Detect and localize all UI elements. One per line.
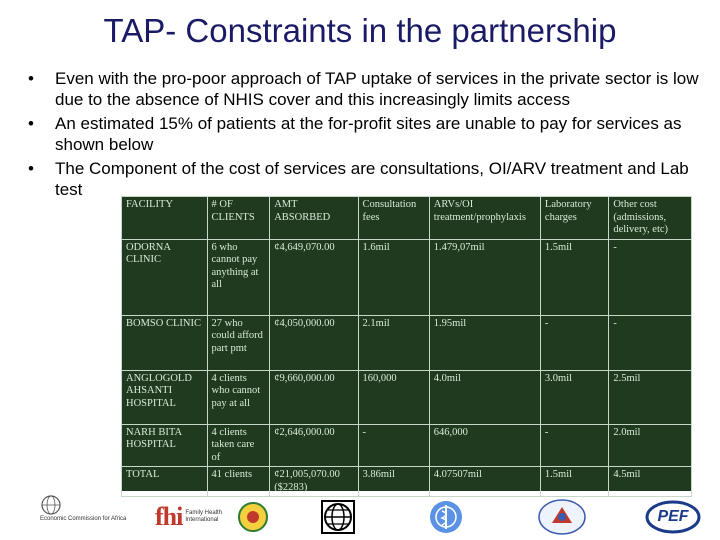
table-cell: 2.5mil xyxy=(609,370,692,424)
pef-wordmark: PEF xyxy=(657,508,689,525)
table-cell: - xyxy=(540,424,608,467)
bullet-marker: • xyxy=(28,114,34,133)
table-cell: 160,000 xyxy=(358,370,429,424)
table-cell: TOTAL xyxy=(122,467,208,497)
bullet-item xyxy=(28,113,708,155)
flower-emblem-icon xyxy=(237,501,269,533)
table-cell: - xyxy=(609,315,692,370)
table-cell: ¢4,050,000.00 xyxy=(270,315,358,370)
bullet-list xyxy=(28,68,708,203)
table-cell: 2.0mil xyxy=(609,424,692,467)
fhi-wordmark: fhi xyxy=(155,502,183,531)
pef-logo xyxy=(645,494,705,540)
uneca-logo xyxy=(40,494,140,540)
table-cell: ODORNA CLINIC xyxy=(122,239,208,315)
table-cell: 1.95mil xyxy=(429,315,540,370)
bullet-marker: • xyxy=(28,159,34,178)
table-header-cell: Other cost (admissions, delivery, etc) xyxy=(609,197,692,240)
table-header-cell: AMT ABSORBED xyxy=(270,197,358,240)
who-logo xyxy=(428,494,468,540)
fhi-caption: Family Health International xyxy=(185,510,223,523)
table-row xyxy=(122,315,692,370)
cost-table xyxy=(121,196,692,497)
slide-title: TAP- Constraints in the partnership xyxy=(103,12,617,49)
bullet-text: The Component of the cost of services are consultations, OI/ARV treatment and Lab test xyxy=(55,159,689,199)
partner-seal-logo xyxy=(537,494,597,540)
table-cell: 4.5mil xyxy=(609,467,692,497)
table-cell: 4.07507mil xyxy=(429,467,540,497)
table-cell: 41 clients xyxy=(207,467,270,497)
table-cell: ¢2,646,000.00 xyxy=(270,424,358,467)
table-cell: - xyxy=(358,424,429,467)
table-cell: 3.0mil xyxy=(540,370,608,424)
table-cell: 3.86mil xyxy=(358,467,429,497)
table-cell: NARH BITA HOSPITAL xyxy=(122,424,208,467)
globe-grid-logo xyxy=(320,494,360,540)
table-cell: 2.1mil xyxy=(358,315,429,370)
table-cell: 4.0mil xyxy=(429,370,540,424)
seal-emblem-icon xyxy=(537,497,587,537)
table-row xyxy=(122,239,692,315)
table-cell: ¢4,649,070.00 xyxy=(270,239,358,315)
table-cell: 4 clients taken care of xyxy=(207,424,270,467)
bullet-text: Even with the pro-poor approach of TAP uptake of services in the private sector is low due to the absence of NHIS cover and this increasingly limits access xyxy=(55,69,699,109)
table-header-cell: # OF CLIENTS xyxy=(207,197,270,240)
uneca-caption: Economic Commission for Africa xyxy=(40,516,127,522)
table-cell: 1.5mil xyxy=(540,239,608,315)
table-cell: 1.6mil xyxy=(358,239,429,315)
table-header-cell: Consultation fees xyxy=(358,197,429,240)
table-total-row xyxy=(122,467,692,497)
table-header-row xyxy=(122,197,692,240)
table-cell: 646,000 xyxy=(429,424,540,467)
table-cell: ANGLOGOLD AHSANTI HOSPITAL xyxy=(122,370,208,424)
bullet-item xyxy=(28,68,708,110)
table-cell: BOMSO CLINIC xyxy=(122,315,208,370)
table-row xyxy=(122,370,692,424)
table-header-cell: Laboratory charges xyxy=(540,197,608,240)
table-cell: ¢9,660,000.00 xyxy=(270,370,358,424)
table-cell: ¢21,005,070.00 ($2283) xyxy=(270,467,358,497)
table-header-cell: ARVs/OI treatment/prophylaxis xyxy=(429,197,540,240)
table-cell: 6 who cannot pay anything at all xyxy=(207,239,270,315)
table-cell: 1.5mil xyxy=(540,467,608,497)
table-cell: - xyxy=(609,239,692,315)
table-cell: - xyxy=(540,315,608,370)
un-emblem-icon xyxy=(40,494,62,516)
table-cell: 4 clients who cannot pay at all xyxy=(207,370,270,424)
table-cell: 1.479,07mil xyxy=(429,239,540,315)
partner-logos-bar xyxy=(0,494,720,540)
bullet-text: An estimated 15% of patients at the for-profit sites are unable to pay for services as shown below xyxy=(55,114,682,154)
globe-grid-icon xyxy=(320,499,356,535)
fhi-logo xyxy=(155,494,295,540)
table-row xyxy=(122,424,692,467)
table-header-cell: FACILITY xyxy=(122,197,208,240)
bullet-item xyxy=(28,158,708,200)
cost-table-image xyxy=(121,196,692,491)
who-emblem-icon xyxy=(428,499,464,535)
table-cell: 27 who could afford part pmt xyxy=(207,315,270,370)
bullet-marker: • xyxy=(28,69,34,88)
